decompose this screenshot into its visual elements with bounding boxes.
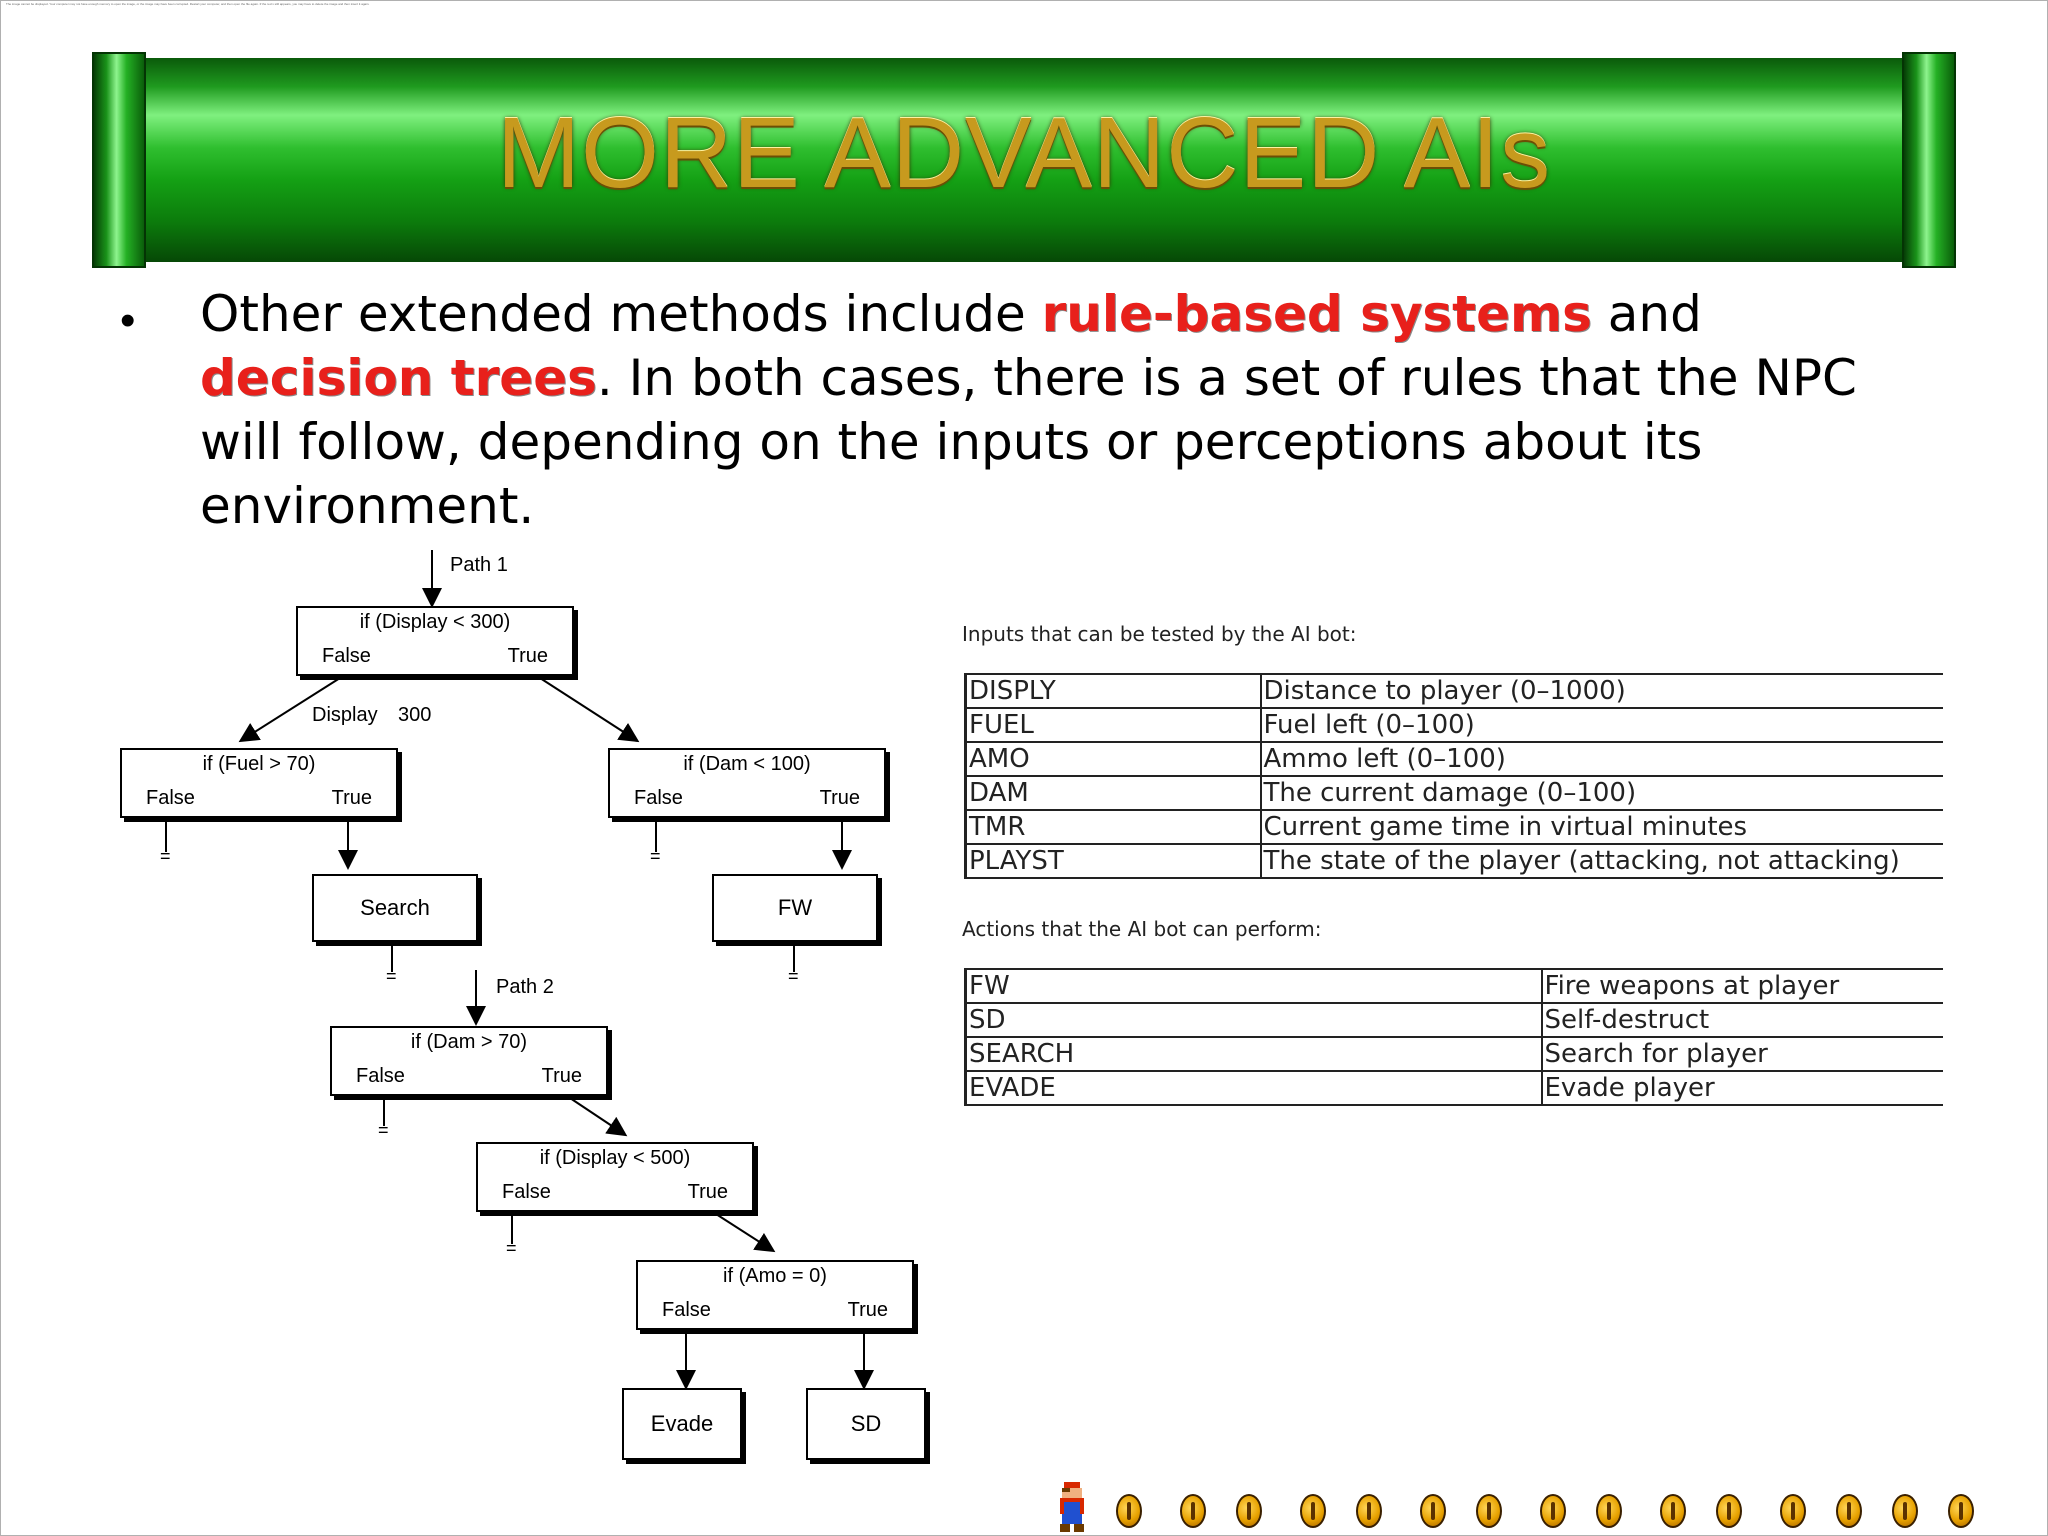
- coin-icon: [1836, 1494, 1862, 1528]
- inputs-caption: Inputs that can be tested by the AI bot:: [962, 622, 1357, 646]
- input-code: AMO: [966, 742, 1261, 776]
- coin-icon: [1116, 1494, 1142, 1528]
- true-label: True: [687, 1181, 728, 1203]
- decision-tree-diagram: [0, 540, 940, 1480]
- true-label: True: [507, 645, 548, 667]
- path1-label: Path 1: [450, 554, 508, 576]
- false-label: False: [662, 1299, 711, 1321]
- highlight-decision-trees: decision trees: [200, 349, 597, 407]
- false-label: False: [356, 1065, 405, 1087]
- coin-icon: [1948, 1494, 1974, 1528]
- bullet-marker: •: [120, 296, 136, 345]
- table-row: [966, 844, 1943, 878]
- leaf-fw: FW: [712, 874, 878, 942]
- node-condition: if (Dam < 100): [683, 753, 811, 775]
- coin-icon: [1236, 1494, 1262, 1528]
- input-desc: Current game time in virtual minutes: [1261, 810, 1943, 844]
- coin-icon: [1716, 1494, 1742, 1528]
- input-desc: Fuel left (0–100): [1261, 708, 1943, 742]
- coin-icon: [1180, 1494, 1206, 1528]
- input-code: PLAYST: [966, 844, 1261, 878]
- leaf-search: Search: [312, 874, 478, 942]
- true-label: True: [541, 1065, 582, 1087]
- coin-icon: [1660, 1494, 1686, 1528]
- leaf-evade: Evade: [622, 1388, 742, 1460]
- coin-icon: [1300, 1494, 1326, 1528]
- bullet-text-mid: and: [1591, 285, 1702, 343]
- input-code: DAM: [966, 776, 1261, 810]
- input-code: DISPLY: [966, 674, 1261, 708]
- coin-icon: [1476, 1494, 1502, 1528]
- node-dam-100: [608, 748, 886, 818]
- input-desc: Ammo left (0–100): [1261, 742, 1943, 776]
- eq-mark: =: [788, 966, 799, 986]
- tree-edges: [0, 540, 940, 1480]
- input-desc: The current damage (0–100): [1261, 776, 1943, 810]
- coin-icon: [1420, 1494, 1446, 1528]
- mario-sprite-icon: [1056, 1482, 1088, 1534]
- table-row: [966, 1071, 1943, 1105]
- display-label: Display: [312, 704, 378, 726]
- action-code: EVADE: [966, 1071, 1542, 1105]
- action-desc: Evade player: [1542, 1071, 1943, 1105]
- inputs-table: [964, 673, 1943, 879]
- node-condition: if (Display < 500): [539, 1147, 691, 1169]
- node-condition: if (Display < 300): [359, 611, 511, 633]
- table-row: [966, 969, 1943, 1003]
- true-label: True: [331, 787, 372, 809]
- eq-mark: =: [386, 966, 397, 986]
- edge-true-to-dam100: [540, 678, 636, 740]
- node-display-300: [296, 606, 574, 676]
- false-label: False: [634, 787, 683, 809]
- actions-table: [964, 968, 1943, 1106]
- node-dam-70: [330, 1026, 608, 1096]
- display-value: 300: [398, 704, 432, 726]
- node-condition: if (Dam > 70): [410, 1031, 528, 1053]
- node-fuel-70: [120, 748, 398, 818]
- coin-icon: [1596, 1494, 1622, 1528]
- coin-icon: [1892, 1494, 1918, 1528]
- path2-label: Path 2: [496, 976, 554, 998]
- eq-mark: =: [378, 1120, 389, 1140]
- coin-icon: [1356, 1494, 1382, 1528]
- input-code: TMR: [966, 810, 1261, 844]
- title-banner: [92, 52, 1956, 268]
- input-desc: Distance to player (0–1000): [1261, 674, 1943, 708]
- edge-display500-true: [716, 1214, 772, 1250]
- table-row: [966, 708, 1943, 742]
- false-label: False: [502, 1181, 551, 1203]
- eq-mark: =: [650, 846, 661, 866]
- node-display-500: [476, 1142, 754, 1212]
- bullet-text-post: . In both cases, there is a set of rules that the NPC will follow, depending on the inputs or perceptions about its environment.: [200, 349, 1857, 535]
- false-label: False: [322, 645, 371, 667]
- table-row: [966, 674, 1943, 708]
- coin-icon: [1780, 1494, 1806, 1528]
- coin-icon: [1540, 1494, 1566, 1528]
- action-desc: Fire weapons at player: [1542, 969, 1943, 1003]
- table-row: [966, 1003, 1943, 1037]
- edge-dam70-true: [570, 1098, 624, 1134]
- eq-mark: =: [506, 1238, 517, 1258]
- bullet-paragraph: [200, 282, 1900, 538]
- bullet-text-pre: Other extended methods include: [200, 285, 1042, 343]
- action-code: FW: [966, 969, 1542, 1003]
- action-code: SEARCH: [966, 1037, 1542, 1071]
- leaf-sd: SD: [806, 1388, 926, 1460]
- table-row: [966, 776, 1943, 810]
- action-desc: Search for player: [1542, 1037, 1943, 1071]
- highlight-rule-based: rule-based systems: [1041, 285, 1592, 343]
- action-desc: Self-destruct: [1542, 1003, 1943, 1037]
- table-row: [966, 742, 1943, 776]
- true-label: True: [819, 787, 860, 809]
- node-condition: if (Amo = 0): [723, 1265, 827, 1287]
- eq-mark: =: [160, 846, 171, 866]
- input-desc: The state of the player (attacking, not attacking): [1261, 844, 1943, 878]
- node-condition: if (Fuel > 70): [202, 753, 316, 775]
- true-label: True: [847, 1299, 888, 1321]
- node-amo-0: [636, 1260, 914, 1330]
- input-code: FUEL: [966, 708, 1261, 742]
- broken-image-notice: The image cannot be displayed. Your computer may not have enough memory to open the image, or the image may have been corrupted. Restart your computer, and then open the file again. If the red x still appears, you may have to delete the image and then insert it again.: [6, 2, 370, 6]
- table-row: [966, 810, 1943, 844]
- false-label: False: [146, 787, 195, 809]
- actions-caption: Actions that the AI bot can perform:: [962, 917, 1322, 941]
- table-row: [966, 1037, 1943, 1071]
- action-code: SD: [966, 1003, 1542, 1037]
- slide-title: MORE ADVANCED AIs: [496, 97, 1552, 209]
